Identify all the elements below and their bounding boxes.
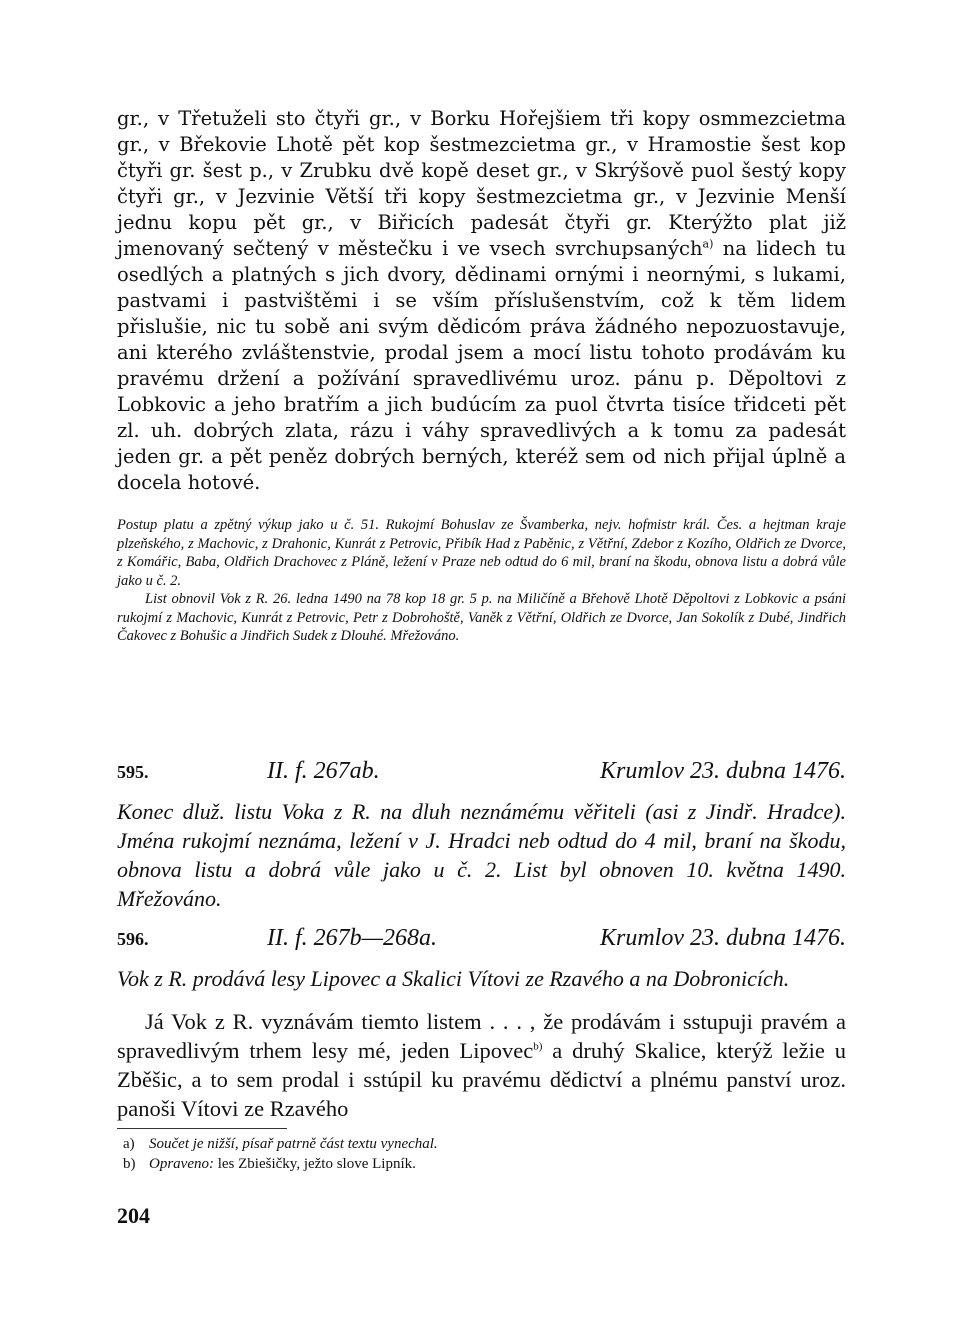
entry-date: Krumlov 23. dubna 1476.	[600, 925, 846, 951]
entry-header	[117, 756, 846, 787]
entry-regest: Vok z R. prodává lesy Lipovec a Skalici Vítovi ze Rzavého a na Dobronicích.	[117, 966, 790, 991]
footnote-mark: b)	[123, 1156, 136, 1172]
entry-number: 595.	[117, 762, 149, 782]
paragraph-text-cont: na lidech tu osedlých a platných s jich dvory, dědinami ornými i neornými, s lukami, pastvami i pastvištěmi i se vším příslušenstvím, což k těm lidem přislušie, nic tu sobě ani svým dědicóm práva žádného nepozuostavuje, ani kterého zvláštenstvie, prodal jsem a mocí listu tohoto prodávám ku pravému držení a požívání spravedlivému uroz. pánu p. Děpoltovi z Lobkovic a jeho bratřím a jich budúcím za puol čtvrta tisíce třidceti pět zl. uh. dobrých zlata, rázu i váhy spravedlivých a k tomu za padesát jeden gr. a pět peněz dobrých berných, kteréž sem od nich přijal úplně a docela hotové.	[117, 237, 846, 494]
entry-ref: II. f. 267b—268a.	[267, 925, 437, 951]
entry-header	[117, 923, 846, 954]
footnote-rule	[117, 1128, 287, 1129]
entry-ref: II. f. 267ab.	[267, 758, 380, 784]
note-paragraph-1: Postup platu a zpětný výkup jako u č. 51. Rukojmí Bohuslav ze Švamberka, nejv. hofmistr král. Čes. a hejtman kraje plzeňského, z Machovic, z Drahonic, Kunrát z Petrovic, Přibík Had z Paběnic, z Větřní, Zdebor z Kozího, Oldřich ze Dvorce, z Komářic, Baba, Oldřich Drachovec z Pláně, ležení v Praze neb odtud do 6 mil, braní na škodu, obnova listu a dobrá vůle jako u č. 2.	[117, 517, 846, 589]
entry-595	[117, 756, 846, 913]
paragraph-text: gr., v Třetuželi sto čtyři gr., v Borku Hořejšiem tři kopy osmmezcietma gr., v Břekovie Lhotě pět kop šestmezcietma gr., v Hramostie šest kop čtyři gr. šest p., v Zrubku dvě kopě deset gr., v Skrýšově puol šestý kopy čtyři gr., v Jezvinie Větší tři kopy šestmezcietma gr., v Jezvinie Menší jednu kopu pět gr., v Biřicích padesát čtyři gr. Kterýžto plat již jmenovaný sečtený v městečku i ve vsech svrchupsaných	[117, 107, 846, 260]
footnote-b	[117, 1154, 846, 1174]
footnote-text: les Zbiešičky, ježto slove Lipník.	[213, 1156, 416, 1172]
footnote-a	[117, 1134, 846, 1154]
footnote-mark: a)	[123, 1136, 135, 1152]
notes-previous-entry	[117, 516, 846, 646]
footnote-label: Opraveno:	[149, 1156, 214, 1172]
entry-596	[117, 923, 846, 1123]
page-number: 204	[117, 1203, 150, 1228]
footnote-text: Součet je nižší, písař patrně část textu vynechal.	[149, 1136, 438, 1152]
entry-number: 596.	[117, 929, 149, 949]
top-paragraph	[117, 106, 846, 496]
footnotes	[117, 1134, 846, 1174]
footnote-ref-a: a)	[702, 237, 714, 251]
entry-text: Já Vok z R. vyznávám tiemto listem . . . , že prodávám i sstupuji pravém a spravedlivým trhem lesy mé, jeden Lipovec$^{b)}$ a druhý Skalice, kterýž ležie u Zběšic, a to sem prodal i sstúpil ku pravému dědictví a plnému panství uroz. panoši Vítovi ze Rzavého	[117, 1009, 846, 1121]
entry-date: Krumlov 23. dubna 1476.	[600, 758, 846, 784]
footnote-ref-b: b)	[533, 1040, 543, 1053]
note-paragraph-2: List obnovil Vok z R. 26. ledna 1490 na 78 kop 18 gr. 5 p. na Miličíně a Břehově Lhotě Děpoltovi z Lobkovic a psáni rukojmí z Machovic, Kunrát z Petrovic, Petr z Dobrohoště, Vaněk z Větřní, Oldřich ze Dvorce, Jan Sokolík z Dubé, Jindřich Čakovec z Bohušic a Jindřich Sudek z Dlouhé. Mřežováno.	[117, 591, 846, 644]
entry-regest: Konec dluž. listu Voka z R. na dluh neznámému věřiteli (asi z Jindř. Hradce). Jména rukojmí neznáma, ležení v J. Hradci neb odtud do 4 mil, braní na škodu, obnova listu a dobrá vůle jako u č. 2. List byl obnoven 10. května 1490. Mřežováno.	[117, 799, 846, 911]
